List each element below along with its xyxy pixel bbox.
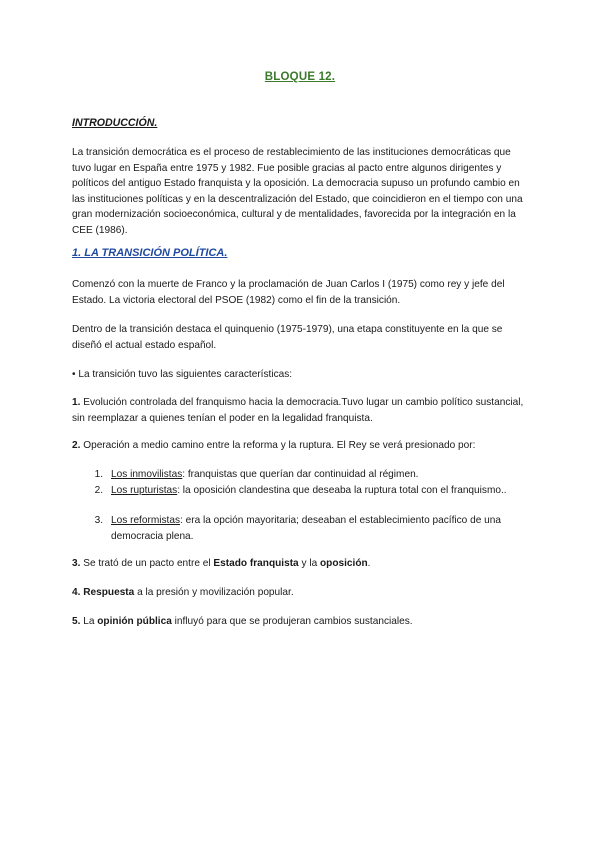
list-item-description: : era la opción mayoritaria; deseaban el establecimiento pacífico de una democracia plena. xyxy=(111,515,501,542)
section1-paragraph-1: Comenzó con la muerte de Franco y la proclamación de Juan Carlos I (1975) como rey y jefe del Estado. La victoria electoral del PSOE (1982) como el fin de la transición. xyxy=(72,279,505,306)
characteristics-intro: • La transición tuvo las siguientes características: xyxy=(72,369,293,380)
characteristic-4-number: 4. xyxy=(72,587,81,598)
characteristic-5-number: 5. xyxy=(72,616,81,627)
characteristic-5 xyxy=(72,614,530,630)
characteristic-2 xyxy=(72,438,530,454)
characteristic-5-text: La xyxy=(80,616,98,627)
characteristic-1 xyxy=(72,395,530,426)
list-item-number: 1. xyxy=(94,469,103,480)
list-item-number: 2. xyxy=(94,485,103,496)
list-item-description: : la oposición clandestina que deseaba la ruptura total con el franquismo.. xyxy=(177,485,507,496)
characteristic-3-bold-oposicion: oposición xyxy=(320,558,368,569)
characteristic-2-text: Operación a medio camino entre la reforma y la ruptura. El Rey se verá presionado por: xyxy=(80,440,476,451)
characteristic-3-text-2: y la xyxy=(298,558,320,569)
characteristic-3-bold-estado: Estado franquista xyxy=(213,558,299,569)
section1-paragraph-2: Dentro de la transición destaca el quinquenio (1975-1979), una etapa constituyente en la que se diseñó el actual estado español. xyxy=(72,324,503,351)
list-item-term: Los inmovilistas xyxy=(111,469,183,480)
list-item-description: : franquistas que querían dar continuidad al régimen. xyxy=(182,469,419,480)
characteristic-1-number: 1. xyxy=(72,397,81,408)
list-item-term: Los reformistas xyxy=(111,515,180,526)
characteristic-4-bold-respuesta: Respuesta xyxy=(80,587,135,598)
section1-heading: 1. LA TRANSICIÓN POLÍTICA. xyxy=(72,247,228,259)
characteristic-3-number: 3. xyxy=(72,558,81,569)
characteristic-3-text: Se trató de un pacto entre el xyxy=(80,558,214,569)
characteristic-5-bold-opinion: opinión pública xyxy=(97,616,172,627)
intro-paragraph: La transición democrática es el proceso de restablecimiento de las instituciones democráticas que tuvo lugar en España entre 1975 y 1982. Fue posible gracias al pacto entre algunos dirigentes y políticos del antiguo Estado franquista y la oposición. La democracia supuso un profundo cambio en las instituciones políticas y en la descentralización del Estado, que coincidieron en el tiempo con una gran modernización socioeconómica, cultural y de mentalidades, favorecida por la integración en la CEE (1986). xyxy=(72,147,523,236)
intro-heading: INTRODUCCIÓN. xyxy=(72,117,158,129)
characteristic-2-number: 2. xyxy=(72,440,81,451)
document-title: BLOQUE 12. xyxy=(264,71,336,83)
list-item-number: 3. xyxy=(94,515,103,526)
characteristic-5-text-2: influyó para que se produjeran cambios sustanciales. xyxy=(171,616,413,627)
list-item-term: Los rupturistas xyxy=(111,485,178,496)
characteristic-1-text: Evolución controlada del franquismo hacia la democracia.Tuvo lugar un cambio político sustancial, sin reemplazar a quienes tenían el poder en la legalidad franquista. xyxy=(72,397,524,424)
characteristic-4-text: a la presión y movilización popular. xyxy=(134,587,294,598)
characteristic-3 xyxy=(72,556,530,572)
characteristic-4 xyxy=(72,585,530,601)
characteristic-3-period: . xyxy=(367,558,371,569)
